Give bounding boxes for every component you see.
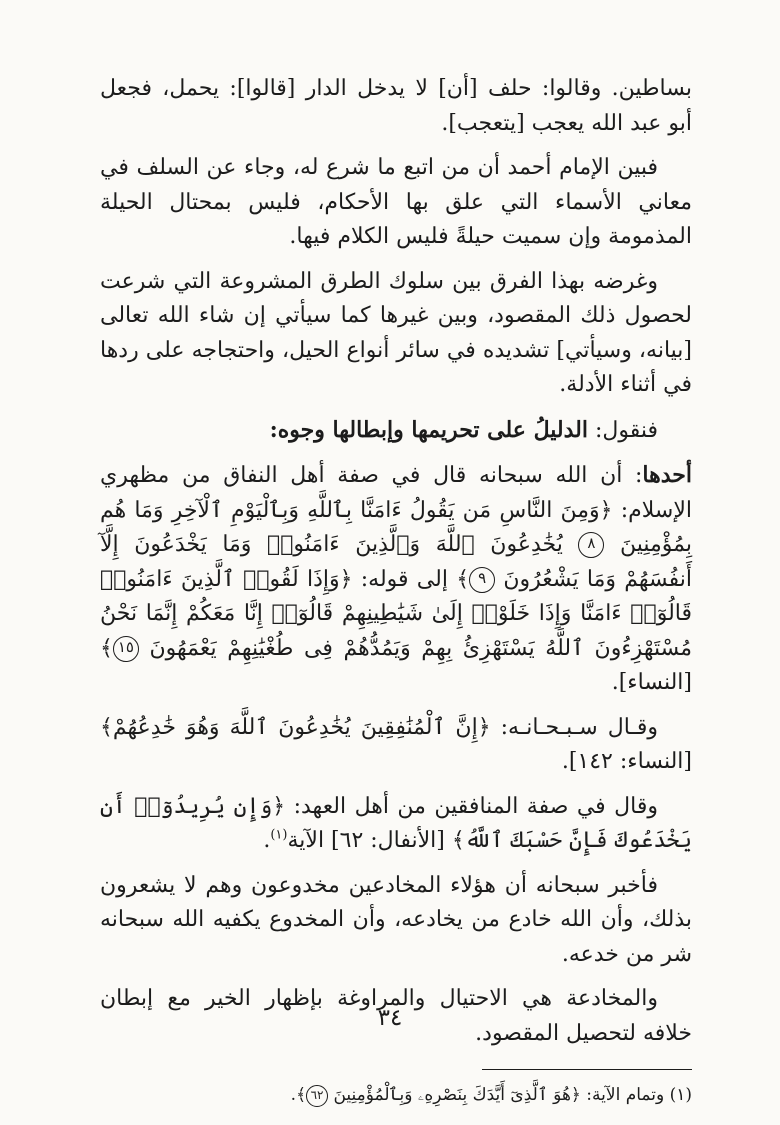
- quran-verse-2: يُخَٰدِعُونَ ٱللَّهَ وَٱلَّذِينَ ءَامَنُوا۟ وَمَا يَخْدَعُونَ إِلَّآ أَنفُسَهُمْ وَمَا يَشْعُرُونَ: [100, 532, 692, 592]
- first-text-2: ﴾ إلى قوله:: [352, 566, 470, 592]
- third-reference: [الأنفال: ٦٢] الآية: [287, 828, 452, 853]
- paragraph-2: فبين الإمام أحمد أن من اتبع ما شرع له، وجاء عن السلف في معاني الأسماء التي علق بها الأحكام، فليس بمحتال الحيلة المذمومة وإن سميت حيلةً فليس الكلام فيها.: [100, 155, 692, 249]
- section-heading: [100, 413, 692, 449]
- footnote: [100, 1082, 692, 1108]
- closing-paragraph-2: والمخادعة هي الاحتيال والمراوغة بإظهار الخير مع إبطان خلافه لتحصيل المقصود.: [100, 986, 692, 1046]
- quran-verse-1: ﴿وَمِنَ النَّاسِ مَن يَقُولُ ءَامَنَّا بِٱللَّهِ وَبِٱلْيَوْمِ ٱلْآخِرِ وَمَا هُم بِمُؤْمِنِينَ: [100, 497, 692, 557]
- footnote-marker[interactable]: (١): [270, 827, 288, 843]
- page-number: ٣٤: [377, 1005, 403, 1031]
- third-end: .: [263, 828, 271, 853]
- page-body: [100, 72, 692, 1108]
- ayah-marker-2: ٩: [469, 567, 495, 593]
- section-title: الدليلُ على تحريمها وإبطالها وجوه:: [269, 416, 588, 443]
- second-reference: [النساء: ١٤٢].: [561, 749, 692, 774]
- quran-verse-3: ﴿وَإِذَا لَقُوا۟ ٱلَّذِينَ ءَامَنُوا۟ قَالُوٓا۟ ءَامَنَّا وَإِذَا خَلَوْا۟ إِلَىٰ شَيَٰطِينِهِمْ قَالُوٓا۟ إِنَّا مَعَكُمْ إِنَّمَا نَحْنُ مُسْتَهْزِءُونَ ٱللَّهُ يَسْتَهْزِئُ بِهِمْ وَيَمُدُّهُمْ فِى طُغْيَٰنِهِمْ يَعْمَهُونَ: [100, 566, 693, 661]
- ayah-marker-3: ١٥: [113, 636, 139, 662]
- third-text: وقال في صفة المنافقين من أهل العهد:: [285, 793, 658, 819]
- first-text-1: : أن الله سبحانه قال في صفة أهل النفاق من مظهري الإسلام:: [100, 463, 692, 523]
- first-reference: ﴾ [النساء].: [100, 635, 692, 695]
- third-evidence: [100, 790, 692, 859]
- first-evidence: [100, 458, 692, 701]
- second-evidence: [100, 711, 692, 780]
- second-text: وقـال سـبـحـانـه:: [490, 714, 658, 740]
- footnote-number: (١): [669, 1085, 692, 1105]
- footnote-text: وتمام الآية:: [580, 1085, 670, 1105]
- footnote-ayah-marker: ٦٢: [306, 1085, 328, 1107]
- quran-verse-4: ﴿إِنَّ ٱلْمُنَٰفِقِينَ يُخَٰدِعُونَ ٱللَّهَ وَهُوَ خَٰدِعُهُمْ﴾: [100, 714, 491, 740]
- footnote-divider: [482, 1069, 692, 1070]
- paragraph-1: بساطين. وقالوا: حلف [أن] لا يدخل الدار [قالوا]: يحمل، فجعل أبو عبد الله يعجب [يتعجب].: [100, 76, 692, 136]
- ayah-marker-1: ٨: [578, 532, 604, 558]
- closing-paragraph-1: فأخبر سبحانه أن هؤلاء المخادعين مخدوعون وهم لا يشعرون بذلك، وأن الله خادع من يخادعه، وأن المخدوع يكفيه الله سبحانه شر من خدعه.: [100, 872, 692, 967]
- section-intro: فنقول:: [587, 417, 658, 443]
- footnote-end: ﴾.: [290, 1085, 307, 1105]
- first-label: أحدها: [642, 462, 692, 488]
- paragraph-3: وغرضه بهذا الفرق بين سلوك الطرق المشروعة التي شرعت لحصول ذلك المقصود، وبين غيرها كما سيأتي إن شاء الله تعالى [بيانه، وسيأتي] تشديده في سائر أنواع الحيل، واحتجاجه على ردها في أثناء الأدلة.: [100, 268, 692, 397]
- footnote-verse: ﴿هُوَ ٱلَّذِىٓ أَيَّدَكَ بِنَصْرِهِۦ وَبِٱلْمُؤْمِنِينَ: [333, 1085, 581, 1105]
- quran-verse-5: ﴿وَإِن يُرِيدُوٓا۟ أَن يَخْدَعُوكَ فَإِنَّ حَسْبَكَ ٱللَّهُ﴾: [100, 793, 692, 853]
